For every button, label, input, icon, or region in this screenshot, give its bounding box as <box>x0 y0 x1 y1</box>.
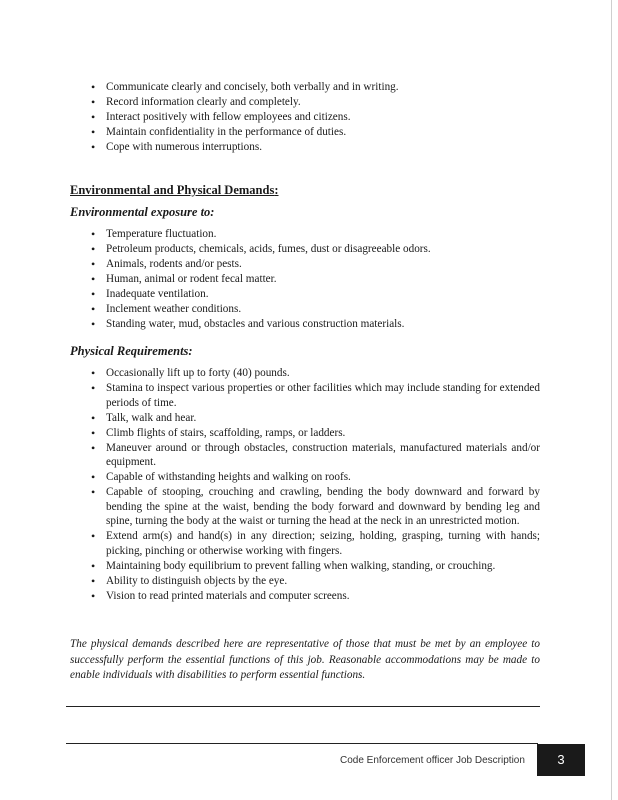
list-item: • Maintain confidentiality in the performance of duties. <box>70 125 510 140</box>
list-item: • Cope with numerous interruptions. <box>70 140 510 155</box>
list-item: • Stamina to inspect various properties or other facilities which may include standing for extended periods of time. <box>70 381 540 410</box>
list-item: • Capable of stooping, crouching and crawling, bending the body downward and forward by bending the spine at the waist, bending the body forward and downward by bending leg and spine, turning the body at the waist or turning the head at the neck in an unrestricted motion. <box>70 485 540 529</box>
list-item: • Talk, walk and hear. <box>70 411 540 426</box>
list-item: • Maintaining body equilibrium to prevent falling when walking, standing, or crouching. <box>70 559 540 574</box>
list-item: • Interact positively with fellow employees and citizens. <box>70 110 510 125</box>
list-item: • Human, animal or rodent fecal matter. <box>70 272 540 287</box>
physical-list <box>70 366 540 604</box>
footer-divider <box>66 743 538 744</box>
closing-paragraph: The physical demands described here are representative of those that must be met by an employee to successfully perform the essential functions of this job. Reasonable accommodations may be made to enable individuals with disabilities to perform essential functions. <box>70 638 540 682</box>
list-item: • Occasionally lift up to forty (40) pounds. <box>70 366 540 381</box>
communication-list <box>70 80 510 155</box>
list-item: • Maneuver around or through obstacles, construction materials, manufactured materials and/or equipment. <box>70 441 540 470</box>
section-heading <box>70 183 279 198</box>
list-item: • Standing water, mud, obstacles and various construction materials. <box>70 317 540 332</box>
section-heading-text: Environmental and Physical Demands <box>70 183 275 197</box>
list-item: • Vision to read printed materials and computer screens. <box>70 589 540 604</box>
list-item: • Inadequate ventilation. <box>70 287 540 302</box>
list-item: • Capable of withstanding heights and walking on roofs. <box>70 470 540 485</box>
list-item: • Temperature fluctuation. <box>70 227 540 242</box>
list-item: • Inclement weather conditions. <box>70 302 540 317</box>
list-item: • Communicate clearly and concisely, both verbally and in writing. <box>70 80 510 95</box>
page-number: 3 <box>537 744 585 776</box>
list-item: • Ability to distinguish objects by the eye. <box>70 574 540 589</box>
physical-heading: Physical Requirements: <box>70 344 193 358</box>
list-item: • Animals, rodents and/or pests. <box>70 257 540 272</box>
divider <box>66 706 540 707</box>
section-heading-colon: : <box>274 183 279 197</box>
list-item: • Petroleum products, chemicals, acids, fumes, dust or disagreeable odors. <box>70 242 540 257</box>
list-item: • Record information clearly and completely. <box>70 95 510 110</box>
list-item: • Climb flights of stairs, scaffolding, ramps, or ladders. <box>70 426 540 441</box>
footer-title: Code Enforcement officer Job Description <box>340 755 525 766</box>
page-edge <box>611 0 612 800</box>
environmental-list <box>70 227 540 332</box>
environmental-heading: Environmental exposure to: <box>70 205 215 219</box>
list-item: • Extend arm(s) and hand(s) in any direction; seizing, holding, grasping, turning with hands; picking, pinching or otherwise working with fingers. <box>70 529 540 558</box>
